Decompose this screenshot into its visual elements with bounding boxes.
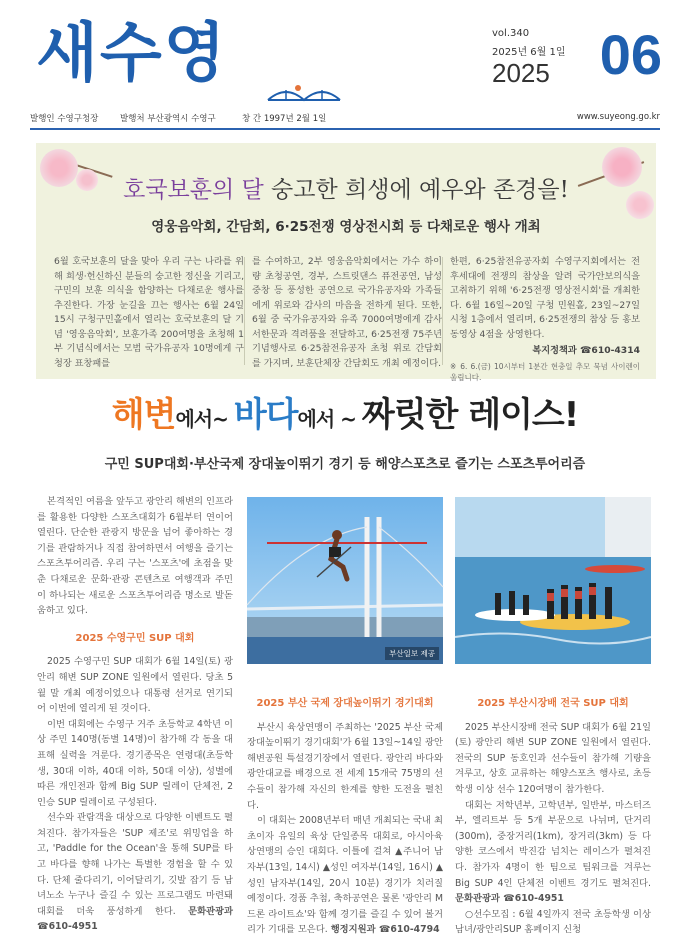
column-divider <box>442 257 443 365</box>
article-text: 이 대회는 2008년부터 매년 개최되는 국내 최초이자 유일의 육상 단일종목 대회로, 아시아육상연맹의 승인 대회다. 이틀에 걸쳐 ▲주니어 남자부(13일, 14시) ▲성인 여자부(14일, 16시) ▲성인 남자부(14일, 20시 10분) 경기가 치러질 예정이다. 경품 추첨, 축하공연은 물론 '광안리 M 드론 라이트쇼'와 함께 경기를 즐길 수 있어 볼거리가 기대를 모은다. <box>247 815 443 936</box>
article-paragraph <box>455 798 651 907</box>
headline-race: 레이스! <box>457 395 579 435</box>
contact-info: 복지정책과 ☎610-4314 <box>532 345 640 356</box>
publisher-text: 발행인 수영구청장 <box>30 114 99 124</box>
article-intro: 본격적인 여름을 앞두고 광안리 해변의 인프라를 활용한 다양한 스포츠대회가 6월부터 연이어 열린다. 단순한 관광지 방문을 넘어 좋아하는 경기를 관람하거나 직접 참여하면서 여행을 즐기는 스포츠투어리즘. 우리 구는 '스포츠'에 초점을 맞춘 다채로운 문화·관광 콘텐츠로 여행객과 주민이 하나되는 새로운 스포츠투어리즘 명소로 발돋움하고 있다. <box>37 496 233 617</box>
contact-info: 문화관광과 ☎610-4951 <box>37 905 233 933</box>
sup-race-photo <box>455 497 651 664</box>
sports-headline <box>0 393 690 441</box>
article-column-3 <box>455 696 651 938</box>
publication-info-bar <box>30 112 660 126</box>
headline-sea: 바다 <box>233 395 298 435</box>
article-paragraph: 이번 대회에는 수영구 거주 초등학교 4학년 이상 주민 140명(동별 14명)이 참가해 각 동을 대표해 실력을 겨룬다. 경기종목은 연령대(초등학생, 30대 이하, 40대 이하, 50대 이상), 성별에 따른 개인전과 함께 Big SUP 릴레이 단체전, 2인승 SUP 릴레이로 구성된다. <box>37 718 233 808</box>
issue-year: 2025 <box>492 58 550 88</box>
feature-column-3-text: 한편, 6·25참전유공자회 수영구지회에서는 전후세대에 전쟁의 참상을 알려 국가안보의식을 고취하기 위해 '6·25전쟁 영상전시회'를 개최한다. 6월 16일~20일 구청 민원홀, 23일~27일 시청 1층에서 열리며, 6·25전쟁의 참상 등 홍보 동영상 4점을 상영한다. <box>450 256 640 340</box>
bridge-icon <box>268 82 340 104</box>
issue-month: 06 <box>599 23 662 86</box>
feature-headline-highlight: 호국보훈의 달 <box>123 177 264 203</box>
column-divider <box>244 257 245 365</box>
contact-info: 문화관광과 ☎610-4951 <box>455 893 564 905</box>
masthead-divider <box>30 128 660 130</box>
masthead <box>0 0 690 112</box>
article-paragraph: 부산시 육상연맹이 주최하는 '2025 부산 국제장대높이뛰기 경기대회'가 6월 13일~14일 광안해변공원 특설경기장에서 열린다. 광안리 바다와 광안대교를 배경으로 전 세계 15개국 75명의 선수들이 참가해 자신의 한계를 향한 도전을 펼친다. <box>247 721 443 811</box>
newspaper-logo[interactable]: 새수영 <box>36 17 228 91</box>
pole-vault-photo <box>247 497 443 664</box>
article-paragraph: 2025 수영구민 SUP 대회가 6월 14일(토) 광안리 해변 SUP ZONE 일원에서 열린다. 당초 5월 말 개최 예정이었으나 대통령 선거로 연기되어 이번에 열리게 된 것이다. <box>37 656 233 715</box>
feature-headline <box>36 171 656 204</box>
article-paragraph: 2025 부산시장배 전국 SUP 대회가 6월 21일(토) 광안리 해변 SUP ZONE 일원에서 열린다. 전국의 SUP 동호인과 선수들이 참가해 기량을 겨루고, 상호 교류하는 해양스포츠 행사로, 초등학생 이상 선수 120여명이 참가한다. <box>455 721 651 795</box>
article-column-1 <box>37 494 233 935</box>
issue-info <box>492 22 662 94</box>
feature-box-patriots-month <box>36 143 656 382</box>
volume-number: vol.340 <box>492 28 530 39</box>
pole-vault-image <box>247 497 443 664</box>
footnote: ※ 6. 6.(금) 10시부터 1분간 현충일 추모 묵념 사이렌이 울립니다. <box>450 361 640 382</box>
feature-column-1: 6월 호국보훈의 달을 맞아 우리 구는 나라를 위해 희생·헌신하신 분들의 숭고한 정신을 기리고, 구민의 보훈 의식을 함양하는 다채로운 행사를 추진한다. 가장 눈길을 끄는 행사는 6월 24일 15시 구청구민홀에서 열리는 호국보훈의 달 기념 '영웅음악회', 보훈가족 200여명을 초청해 1부 기념식에서는 모범 국가유공자 10명에게 구청장 표창패를 <box>54 256 244 369</box>
section-heading-pole-vault: 2025 부산 국제 장대높이뛰기 경기대회 <box>256 698 434 709</box>
article-text: 선수와 관람객을 대상으로 다양한 이벤트도 펼쳐진다. 참가자들은 'SUP 제조'로 위밍업을 하고, 'Paddle for the Ocean'을 통해 SUP를 타고 바다를 향해 나가는 특별한 경험을 할 수 있다. 단체 줄다리기, 이어달리기, 깃발 잡기 등 남녀노소 누구나 즐길 수 있는 프로그램도 마련돼 대회를 더욱 풍성하게 한다. <box>37 812 233 917</box>
article-column-2 <box>247 696 443 938</box>
photo-credit: 부산일보 제공 <box>385 647 439 660</box>
section-heading-sup: 2025 수영구민 SUP 대회 <box>75 632 195 644</box>
website-link[interactable]: www.suyeong.go.kr <box>576 112 660 122</box>
feature-column-2: 를 수여하고, 2부 영웅음악회에서는 가수 하이량 초청공연, 경부, 스트릿댄스 퓨전공연, 남성중창 등 풍성한 공연으로 국가유공자와 가족들에게 위로와 감사의 마음을 전하게 된다. 또한, 6월 중 국가유공자와 유족 7000여명에게 감사 서한문과 격려품을 전달하고, 6·25전쟁 75주년 기념행사로 6·25참전유공자 초청 위로 간담회를 가지며, 보훈단체장 간담회도 개최 예정이다. <box>252 256 442 369</box>
section-heading-national-sup: 2025 부산시장배 전국 SUP 대회 <box>477 698 629 709</box>
feature-headline-rest: 숭고한 희생에 예우와 존경을! <box>263 177 569 203</box>
issuer-text: 발행처 부산광역시 수영구 <box>120 114 216 124</box>
headline-thrilling: 짜릿한 <box>361 395 458 435</box>
headline-beach: 해변 <box>111 395 176 435</box>
recruitment-notice: ○선수모집 : 6월 4일까지 전국 초등학생 이상 남녀/광안리SUP 홈페이지 신청 <box>455 908 651 936</box>
contact-info: 행정지원과 ☎610-4794 <box>330 924 440 936</box>
article-text: 대회는 저학년부, 고학년부, 일반부, 마스터즈부, 엘리트부 등 5개 부문으로 나뉘며, 단거리(300m), 중장거리(1km), 장거리(3km) 등 다양한 코스에서 박진감 넘치는 레이스가 펼쳐진다. 참가자 4명이 한 팀으로 팀워크를 겨루는 Big SUP 4인 단체전 이벤트 경기도 펼쳐진다. <box>455 799 651 889</box>
article-paragraph <box>37 810 233 935</box>
publish-date: 2025년 6월 1일 <box>492 47 566 58</box>
feature-column-3 <box>450 255 640 383</box>
founded-text: 창 간 1997년 2월 1일 <box>242 114 327 124</box>
article-paragraph <box>247 813 443 938</box>
headline-text: 에서 ~ <box>297 407 362 431</box>
sup-race-image <box>455 497 651 664</box>
headline-text: 에서~ <box>175 407 234 431</box>
sports-subheadline: 구민 SUP대회·부산국제 장대높이뛰기 경기 등 해양스포츠로 즐기는 스포츠투어리즘 <box>104 457 586 472</box>
feature-subheadline: 영웅음악회, 간담회, 6·25전쟁 영상전시회 등 다채로운 행사 개최 <box>151 219 541 235</box>
